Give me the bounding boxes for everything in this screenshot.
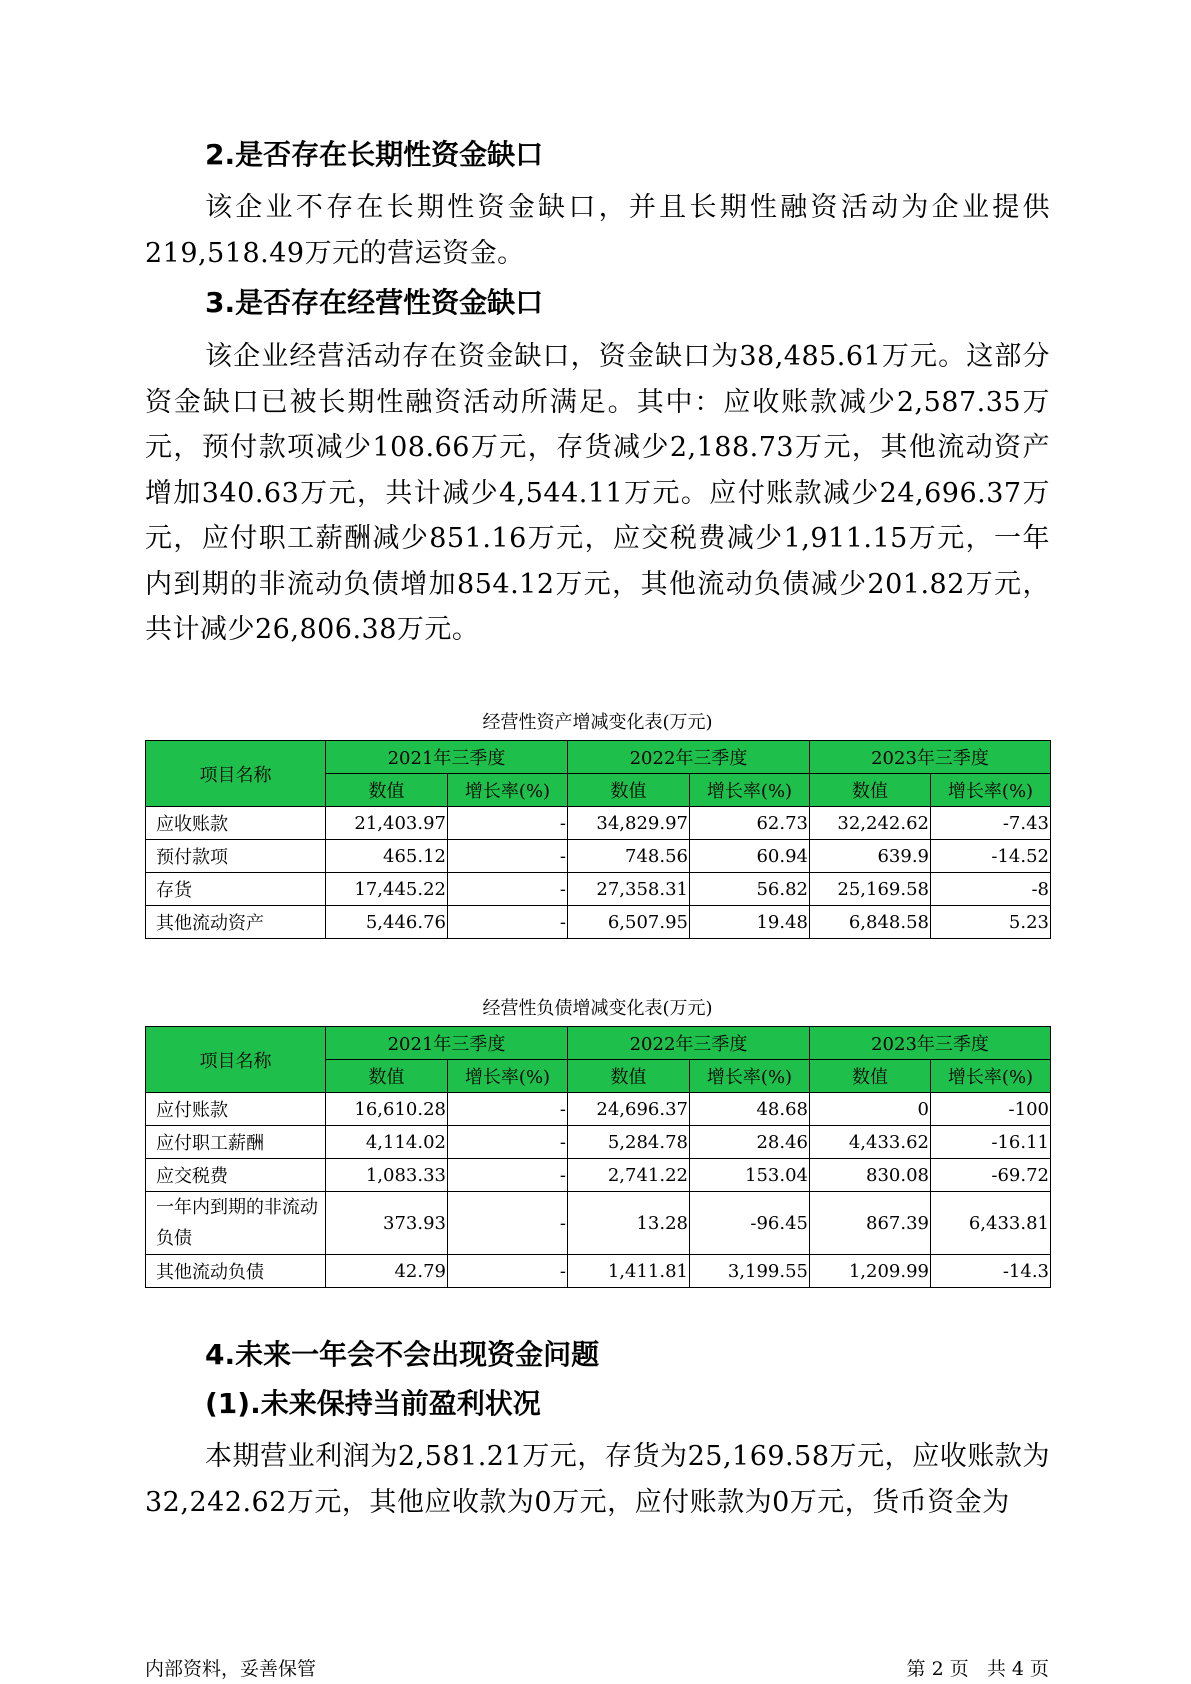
table-cell: 5,284.78 (568, 1126, 690, 1159)
table-cell: 748.56 (568, 840, 690, 873)
table-cell: 6,433.81 (931, 1192, 1051, 1255)
table-cell: 465.12 (326, 840, 448, 873)
table-cell: 13.28 (568, 1192, 690, 1255)
table-cell: -8 (931, 873, 1051, 906)
section-paragraph-2: 该企业不存在长期性资金缺口，并且长期性融资活动为企业提供219,518.49万元的营运资金。 (145, 192, 1050, 269)
asset-table-caption: 经营性资产增减变化表(万元) (482, 712, 713, 733)
table-row (146, 807, 1051, 840)
section-heading-2: 2.是否存在长期性资金缺口 (205, 138, 544, 171)
table-cell: 19.48 (690, 906, 810, 939)
table-cell: 21,403.97 (326, 807, 448, 840)
table-cell: -16.11 (931, 1126, 1051, 1159)
table-cell: 62.73 (690, 807, 810, 840)
table-cell: -7.43 (931, 807, 1051, 840)
table-cell: 5,446.76 (326, 906, 448, 939)
table-cell: - (448, 1192, 568, 1255)
table-cell: - (448, 873, 568, 906)
table-row (146, 1255, 1051, 1288)
col-header-item: 项目名称 (146, 1027, 326, 1093)
col-header-period: 2022年三季度 (568, 741, 810, 774)
table-cell: - (448, 807, 568, 840)
table-cell: - (448, 1255, 568, 1288)
table-cell: 24,696.37 (568, 1093, 690, 1126)
section-heading-3: 3.是否存在经营性资金缺口 (205, 286, 544, 319)
row-label: 其他流动负债 (146, 1255, 326, 1288)
subsection-heading-4-1: (1).未来保持当前盈利状况 (205, 1387, 541, 1420)
table-cell: - (448, 906, 568, 939)
table-cell: 1,083.33 (326, 1159, 448, 1192)
table-cell: 17,445.22 (326, 873, 448, 906)
col-header-rate: 增长率(%) (690, 1060, 810, 1093)
col-header-rate: 增长率(%) (448, 1060, 568, 1093)
table-row (146, 873, 1051, 906)
table-cell: 5.23 (931, 906, 1051, 939)
table-cell: 34,829.97 (568, 807, 690, 840)
table-cell: -100 (931, 1093, 1051, 1126)
table-cell: 2,741.22 (568, 1159, 690, 1192)
row-label: 其他流动资产 (146, 906, 326, 939)
table-cell: 32,242.62 (810, 807, 931, 840)
table-cell: 0 (810, 1093, 931, 1126)
col-header-value: 数值 (326, 1060, 448, 1093)
table-cell: - (448, 1093, 568, 1126)
table-cell: 1,209.99 (810, 1255, 931, 1288)
row-label: 应付职工薪酬 (146, 1126, 326, 1159)
table-cell: 867.39 (810, 1192, 931, 1255)
col-header-value: 数值 (568, 774, 690, 807)
table-cell: -69.72 (931, 1159, 1051, 1192)
table-cell: -14.3 (931, 1255, 1051, 1288)
liability-change-table (145, 1026, 1051, 1288)
table-row (146, 1192, 1051, 1255)
table-cell: 3,199.55 (690, 1255, 810, 1288)
section-paragraph-3: 该企业经营活动存在资金缺口，资金缺口为38,485.61万元。这部分资金缺口已被长期性融资活动所满足。其中：应收账款减少2,587.35万元，预付款项减少108.66万元，存货减少2,188.73万元，其他流动资产增加340.63万元，共计减少4,544.11万元。应付账款减少24,696.37万元，应付职工薪酬减少851.16万元，应交税费减少1,911.15万元，一年内到期的非流动负债增加854.12万元，其他流动负债减少201.82万元，共计减少26,806.38万元。 (145, 341, 1050, 645)
col-header-value: 数值 (568, 1060, 690, 1093)
asset-change-table (145, 740, 1051, 939)
table-cell: 60.94 (690, 840, 810, 873)
table-row (146, 906, 1051, 939)
col-header-period: 2023年三季度 (810, 741, 1051, 774)
section-heading-4: 4.未来一年会不会出现资金问题 (205, 1338, 600, 1371)
table-row (146, 1093, 1051, 1126)
table-row (146, 1126, 1051, 1159)
row-label: 存货 (146, 873, 326, 906)
table-cell: 28.46 (690, 1126, 810, 1159)
col-header-rate: 增长率(%) (690, 774, 810, 807)
col-header-rate: 增长率(%) (931, 1060, 1051, 1093)
table-cell: 1,411.81 (568, 1255, 690, 1288)
col-header-value: 数值 (810, 1060, 931, 1093)
table-cell: 6,507.95 (568, 906, 690, 939)
table-cell: -14.52 (931, 840, 1051, 873)
table-cell: 42.79 (326, 1255, 448, 1288)
footer-confidential-note: 内部资料，妥善保管 (145, 1658, 317, 1680)
table-cell: 4,433.62 (810, 1126, 931, 1159)
col-header-period: 2022年三季度 (568, 1027, 810, 1060)
col-header-rate: 增长率(%) (448, 774, 568, 807)
table-cell: 16,610.28 (326, 1093, 448, 1126)
table-cell: - (448, 840, 568, 873)
table-cell: 830.08 (810, 1159, 931, 1192)
col-header-value: 数值 (810, 774, 931, 807)
row-label: 应收账款 (146, 807, 326, 840)
table-cell: - (448, 1159, 568, 1192)
row-label: 应交税费 (146, 1159, 326, 1192)
table-cell: 48.68 (690, 1093, 810, 1126)
table-cell: - (448, 1126, 568, 1159)
table-cell: 373.93 (326, 1192, 448, 1255)
table-cell: 56.82 (690, 873, 810, 906)
col-header-period: 2021年三季度 (326, 1027, 568, 1060)
table-cell: 25,169.58 (810, 873, 931, 906)
row-label: 一年内到期的非流动负债 (146, 1192, 326, 1255)
table-cell: -96.45 (690, 1192, 810, 1255)
table-cell: 27,358.31 (568, 873, 690, 906)
col-header-period: 2021年三季度 (326, 741, 568, 774)
col-header-value: 数值 (326, 774, 448, 807)
table-cell: 6,848.58 (810, 906, 931, 939)
col-header-rate: 增长率(%) (931, 774, 1051, 807)
footer-page-number: 第 2 页 共 4 页 (906, 1658, 1049, 1680)
table-cell: 153.04 (690, 1159, 810, 1192)
table-row (146, 840, 1051, 873)
col-header-period: 2023年三季度 (810, 1027, 1051, 1060)
liability-table-caption: 经营性负债增减变化表(万元) (482, 998, 713, 1019)
table-cell: 639.9 (810, 840, 931, 873)
row-label: 应付账款 (146, 1093, 326, 1126)
table-row (146, 1159, 1051, 1192)
col-header-item: 项目名称 (146, 741, 326, 807)
table-cell: 4,114.02 (326, 1126, 448, 1159)
row-label: 预付款项 (146, 840, 326, 873)
section-paragraph-4-1: 本期营业利润为2,581.21万元，存货为25,169.58万元，应收账款为32,242.62万元，其他应收款为0万元，应付账款为0万元，货币资金为 (145, 1441, 1050, 1518)
